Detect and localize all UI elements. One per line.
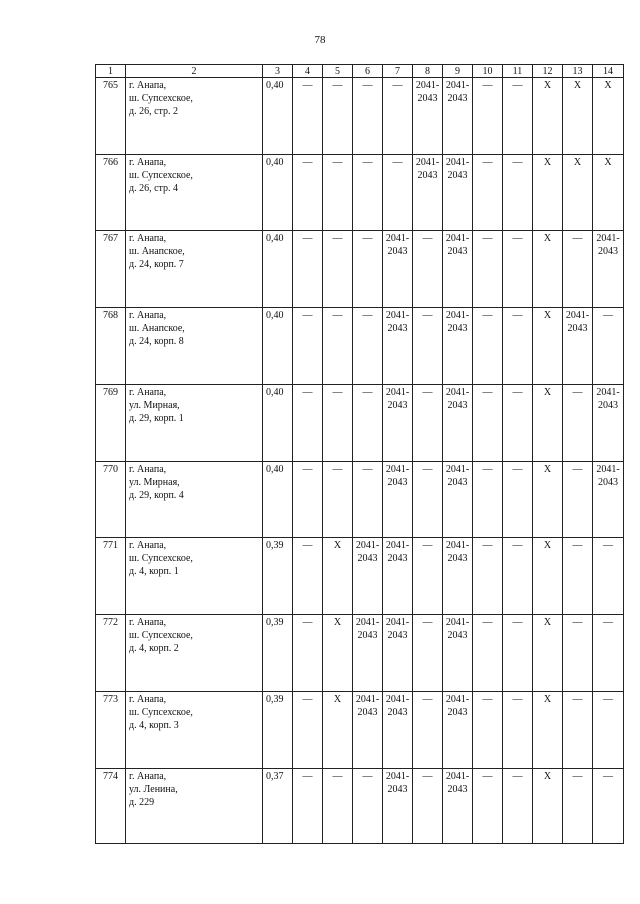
address-line: д. 24, корп. 7 [129, 259, 184, 270]
period-line: 2041- [596, 233, 620, 244]
cell-c5: X [323, 538, 353, 615]
cell-c14 [593, 385, 624, 462]
cell-c9 [443, 231, 473, 308]
cell-c6 [353, 692, 383, 769]
cell-c10: — [473, 692, 503, 769]
row-number: 772 [96, 615, 126, 692]
period-line: 2043 [387, 630, 408, 641]
cell-c11: — [503, 308, 533, 385]
cell-c7 [383, 231, 413, 308]
cell-c13: — [563, 692, 593, 769]
address-cell [126, 385, 263, 462]
address-line: ш. Супсехское, [129, 170, 193, 181]
address-cell [126, 692, 263, 769]
period-line: 2041- [445, 233, 470, 244]
address-line: д. 29, корп. 1 [129, 413, 184, 424]
cell-c10: — [473, 308, 503, 385]
period-line: 2041- [445, 694, 470, 705]
address-line: г. Анапа, [129, 233, 167, 244]
address-cell [126, 231, 263, 308]
period-line: 2043 [598, 477, 618, 488]
header-cell: 3 [263, 65, 293, 78]
header-cell: 6 [353, 65, 383, 78]
header-cell: 11 [503, 65, 533, 78]
cell-c9 [443, 692, 473, 769]
value-cell: 0,40 [263, 308, 293, 385]
period-line: 2041- [445, 157, 470, 168]
address-line: ш. Супсехское, [129, 630, 193, 641]
cell-c12: X [533, 78, 563, 155]
table-row [96, 692, 624, 769]
cell-c9 [443, 308, 473, 385]
period-line: 2043 [387, 246, 408, 257]
row-number: 770 [96, 462, 126, 538]
address-line: г. Анапа, [129, 464, 167, 475]
address-cell [126, 538, 263, 615]
cell-c8: — [413, 308, 443, 385]
cell-c5: — [323, 385, 353, 462]
address-line: д. 24, корп. 8 [129, 336, 184, 347]
address-line: ул. Ленина, [129, 784, 178, 795]
page-number: 78 [314, 34, 326, 46]
cell-c10: — [473, 769, 503, 844]
period-line: 2043 [447, 784, 468, 795]
cell-c9 [443, 615, 473, 692]
period-line: 2043 [387, 323, 408, 334]
address-line: г. Анапа, [129, 387, 167, 398]
period-line: 2043 [417, 170, 438, 181]
cell-c5: — [323, 462, 353, 538]
address-cell [126, 308, 263, 385]
period-line: 2041- [385, 310, 410, 321]
row-number: 773 [96, 692, 126, 769]
address-cell [126, 615, 263, 692]
period-line: 2043 [447, 553, 468, 564]
table-row [96, 462, 624, 538]
cell-c8: — [413, 769, 443, 844]
cell-c4: — [293, 692, 323, 769]
period-line: 2043 [447, 93, 468, 104]
table-row [96, 155, 624, 231]
table-row [96, 231, 624, 308]
cell-c13: — [563, 769, 593, 844]
cell-c4: — [293, 462, 323, 538]
cell-c5: — [323, 155, 353, 231]
period-line: 2041- [385, 387, 410, 398]
period-line: 2041- [445, 80, 470, 91]
table-row [96, 538, 624, 615]
cell-c10: — [473, 462, 503, 538]
period-line: 2041- [385, 540, 410, 551]
cell-c4: — [293, 538, 323, 615]
row-number: 768 [96, 308, 126, 385]
cell-c9 [443, 385, 473, 462]
cell-c11: — [503, 692, 533, 769]
cell-c7 [383, 462, 413, 538]
address-line: ш. Анапское, [129, 246, 185, 257]
cell-c14: — [593, 308, 624, 385]
cell-c14: — [593, 615, 624, 692]
cell-c11: — [503, 615, 533, 692]
row-number: 771 [96, 538, 126, 615]
cell-c6: — [353, 385, 383, 462]
cell-c14 [593, 231, 624, 308]
cell-c7 [383, 615, 413, 692]
cell-c5: X [323, 615, 353, 692]
value-cell: 0,40 [263, 155, 293, 231]
period-line: 2043 [357, 630, 378, 641]
cell-c7 [383, 692, 413, 769]
period-line: 2043 [567, 323, 588, 334]
row-number: 765 [96, 78, 126, 155]
cell-c7 [383, 308, 413, 385]
cell-c14: X [593, 155, 624, 231]
address-cell [126, 78, 263, 155]
period-line: 2041- [385, 233, 410, 244]
period-line: 2043 [447, 246, 468, 257]
period-line: 2041- [385, 771, 410, 782]
address-cell [126, 155, 263, 231]
cell-c13: X [563, 155, 593, 231]
table-row [96, 615, 624, 692]
address-line: ш. Супсехское, [129, 553, 193, 564]
cell-c6: — [353, 78, 383, 155]
cell-c10: — [473, 78, 503, 155]
header-cell: 8 [413, 65, 443, 78]
cell-c8: — [413, 538, 443, 615]
period-line: 2043 [447, 323, 468, 334]
address-cell [126, 769, 263, 844]
cell-c6: — [353, 155, 383, 231]
header-cell: 10 [473, 65, 503, 78]
cell-c10: — [473, 385, 503, 462]
header-cell: 14 [593, 65, 624, 78]
period-line: 2041- [355, 617, 380, 628]
period-line: 2041- [596, 387, 620, 398]
cell-c8: — [413, 385, 443, 462]
row-number: 766 [96, 155, 126, 231]
period-line: 2043 [598, 400, 618, 411]
header-cell: 7 [383, 65, 413, 78]
address-line: д. 26, стр. 4 [129, 183, 179, 194]
period-line: 2043 [447, 477, 468, 488]
header-cell: 9 [443, 65, 473, 78]
period-line: 2041- [415, 157, 440, 168]
value-cell: 0,39 [263, 538, 293, 615]
cell-c12: X [533, 308, 563, 385]
table-row [96, 78, 624, 155]
cell-c5: — [323, 78, 353, 155]
cell-c9 [443, 78, 473, 155]
address-line: д. 4, корп. 2 [129, 643, 179, 654]
value-cell: 0,40 [263, 78, 293, 155]
header-cell: 12 [533, 65, 563, 78]
cell-c14 [593, 462, 624, 538]
address-line: ул. Мирная, [129, 477, 180, 488]
period-line: 2043 [387, 553, 408, 564]
cell-c6: — [353, 308, 383, 385]
cell-c13: — [563, 385, 593, 462]
cell-c4: — [293, 615, 323, 692]
period-line: 2041- [565, 310, 590, 321]
cell-c13 [563, 308, 593, 385]
cell-c11: — [503, 231, 533, 308]
cell-c4: — [293, 231, 323, 308]
cell-c14: — [593, 538, 624, 615]
row-number: 767 [96, 231, 126, 308]
cell-c10: — [473, 231, 503, 308]
table-row [96, 385, 624, 462]
period-line: 2043 [447, 630, 468, 641]
cell-c7 [383, 385, 413, 462]
period-line: 2043 [447, 170, 468, 181]
cell-c8 [413, 78, 443, 155]
cell-c12: X [533, 385, 563, 462]
value-cell: 0,40 [263, 231, 293, 308]
cell-c5: — [323, 231, 353, 308]
cell-c11: — [503, 538, 533, 615]
value-cell: 0,39 [263, 692, 293, 769]
address-line: г. Анапа, [129, 694, 167, 705]
address-line: ш. Анапское, [129, 323, 185, 334]
period-line: 2041- [445, 540, 470, 551]
cell-c10: — [473, 155, 503, 231]
cell-c13: — [563, 538, 593, 615]
value-cell: 0,40 [263, 462, 293, 538]
period-line: 2043 [387, 784, 408, 795]
cell-c12: X [533, 231, 563, 308]
cell-c7 [383, 769, 413, 844]
cell-c4: — [293, 385, 323, 462]
address-line: ш. Супсехское, [129, 707, 193, 718]
table-row [96, 769, 624, 844]
address-line: ш. Супсехское, [129, 93, 193, 104]
address-line: д. 29, корп. 4 [129, 490, 184, 501]
period-line: 2041- [385, 617, 410, 628]
period-line: 2043 [387, 477, 408, 488]
address-line: г. Анапа, [129, 80, 167, 91]
address-cell [126, 462, 263, 538]
row-number: 769 [96, 385, 126, 462]
period-line: 2041- [415, 80, 440, 91]
cell-c9 [443, 538, 473, 615]
cell-c6 [353, 615, 383, 692]
data-table [95, 64, 624, 844]
cell-c10: — [473, 615, 503, 692]
cell-c14: — [593, 692, 624, 769]
cell-c8: — [413, 615, 443, 692]
cell-c5: X [323, 692, 353, 769]
cell-c8: — [413, 462, 443, 538]
period-line: 2041- [596, 464, 620, 475]
period-line: 2041- [445, 771, 470, 782]
period-line: 2041- [445, 387, 470, 398]
period-line: 2041- [445, 464, 470, 475]
cell-c8 [413, 155, 443, 231]
address-line: г. Анапа, [129, 540, 167, 551]
value-cell: 0,37 [263, 769, 293, 844]
period-line: 2043 [357, 707, 378, 718]
period-line: 2041- [385, 464, 410, 475]
table-body [96, 78, 624, 844]
period-line: 2043 [598, 246, 618, 257]
address-line: д. 4, корп. 3 [129, 720, 179, 731]
header-cell: 13 [563, 65, 593, 78]
address-line: г. Анапа, [129, 617, 167, 628]
cell-c11: — [503, 155, 533, 231]
period-line: 2041- [355, 540, 380, 551]
period-line: 2041- [445, 310, 470, 321]
header-cell: 1 [96, 65, 126, 78]
address-line: г. Анапа, [129, 157, 167, 168]
cell-c4: — [293, 155, 323, 231]
period-line: 2041- [355, 694, 380, 705]
cell-c12: X [533, 615, 563, 692]
cell-c10: — [473, 538, 503, 615]
header-cell: 2 [126, 65, 263, 78]
cell-c4: — [293, 769, 323, 844]
cell-c7: — [383, 78, 413, 155]
cell-c11: — [503, 78, 533, 155]
cell-c9 [443, 769, 473, 844]
cell-c12: X [533, 538, 563, 615]
cell-c7: — [383, 155, 413, 231]
cell-c12: X [533, 769, 563, 844]
cell-c8: — [413, 231, 443, 308]
address-line: д. 4, корп. 1 [129, 566, 179, 577]
period-line: 2043 [387, 400, 408, 411]
period-line: 2043 [387, 707, 408, 718]
cell-c4: — [293, 308, 323, 385]
address-line: ул. Мирная, [129, 400, 180, 411]
period-line: 2041- [445, 617, 470, 628]
header-cell: 5 [323, 65, 353, 78]
cell-c9 [443, 462, 473, 538]
table-row [96, 308, 624, 385]
period-line: 2043 [447, 707, 468, 718]
header-row [96, 65, 624, 78]
cell-c13: — [563, 615, 593, 692]
cell-c14: — [593, 769, 624, 844]
cell-c11: — [503, 385, 533, 462]
address-line: г. Анапа, [129, 310, 167, 321]
header-cell: 4 [293, 65, 323, 78]
cell-c6: — [353, 462, 383, 538]
cell-c13: X [563, 78, 593, 155]
period-line: 2043 [417, 93, 438, 104]
period-line: 2041- [385, 694, 410, 705]
cell-c13: — [563, 231, 593, 308]
cell-c12: X [533, 462, 563, 538]
cell-c6: — [353, 769, 383, 844]
cell-c12: X [533, 155, 563, 231]
cell-c6: — [353, 231, 383, 308]
cell-c5: — [323, 769, 353, 844]
cell-c8: — [413, 692, 443, 769]
period-line: 2043 [447, 400, 468, 411]
address-line: г. Анапа, [129, 771, 167, 782]
cell-c5: — [323, 308, 353, 385]
cell-c14: X [593, 78, 624, 155]
cell-c13: — [563, 462, 593, 538]
value-cell: 0,39 [263, 615, 293, 692]
address-line: д. 229 [129, 797, 155, 808]
cell-c11: — [503, 769, 533, 844]
value-cell: 0,40 [263, 385, 293, 462]
cell-c9 [443, 155, 473, 231]
cell-c11: — [503, 462, 533, 538]
cell-c7 [383, 538, 413, 615]
cell-c12: X [533, 692, 563, 769]
period-line: 2043 [357, 553, 378, 564]
address-line: д. 26, стр. 2 [129, 106, 179, 117]
cell-c6 [353, 538, 383, 615]
row-number: 774 [96, 769, 126, 844]
cell-c4: — [293, 78, 323, 155]
